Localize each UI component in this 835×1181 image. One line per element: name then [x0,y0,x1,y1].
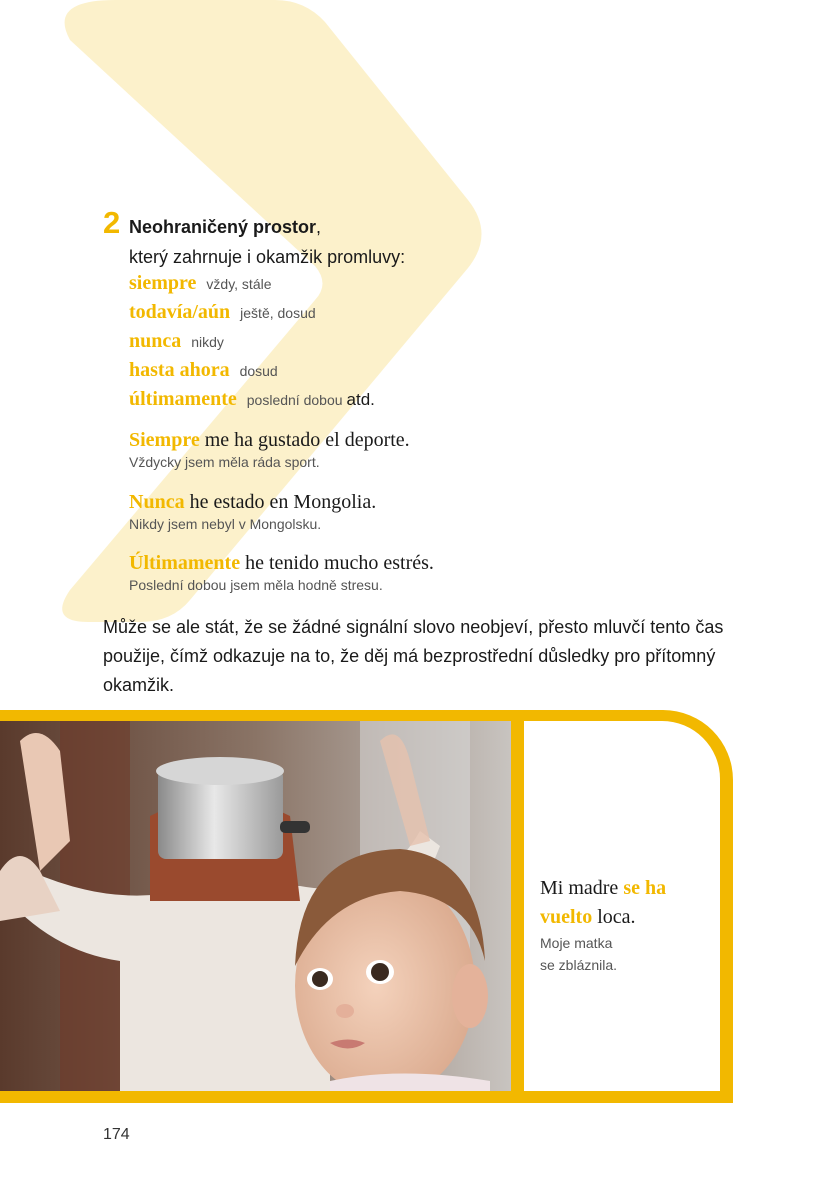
vocab-czech: vždy, stále [206,276,272,292]
section-number: 2 [103,205,121,240]
vocab-czech: nikdy [191,334,224,350]
example-spanish [129,428,410,452]
section-title-comma: , [316,217,322,237]
vocab-item [129,301,375,330]
caption-es-highlight: se ha vuelto [540,877,667,928]
caption-czech-line1: Moje matka [540,935,613,951]
vocab-czech: dosud [239,363,278,379]
example-keyword: Siempre [129,429,200,451]
example-rest: he estado en Mongolia. [184,491,377,513]
caption-es-end: loca. [592,906,636,928]
example-sentence [129,551,434,595]
caption-czech-line2: se zbláznila. [540,957,618,973]
vocab-spanish: siempre [129,272,197,294]
vocab-spanish: hasta ahora [129,359,230,381]
example-spanish [129,490,376,514]
caption-es-start: Mi madre [540,877,624,899]
example-translation: Vždycky jsem měla ráda sport. [129,454,320,470]
page-number: 174 [103,1126,130,1143]
photo-caption [540,874,710,976]
example-translation: Nikdy jsem nebyl v Mongolsku. [129,516,322,532]
example-keyword: Últimamente [129,552,241,574]
section-title [129,216,321,238]
vocab-item [129,359,375,388]
example-translation: Poslední dobou jsem měla hodně stresu. [129,577,383,593]
section-title-text: Neohraničený prostor [129,217,317,237]
vocab-spanish: últimamente [129,388,237,410]
vocab-czech: ještě, dosud [240,305,316,321]
vocab-item [129,272,375,301]
vocab-item [129,388,375,417]
vocab-spanish: todavía/aún [129,301,231,323]
vocab-etc: atd. [346,390,375,409]
caption-spanish [540,874,710,932]
vocabulary-list [129,272,375,417]
example-sentence [129,490,376,534]
photo-baby-and-mother [0,721,511,1091]
photo-illustration [0,721,511,1091]
body-paragraph: Může se ale stát, že se žádné signální slovo neobjeví, přesto mluvčí tento čas použije, čímž odkazuje na to, že děj má bezprostřední důsledky pro přítomný okamžik. [103,617,724,695]
vocab-czech: poslední dobou [246,392,343,408]
vocab-item [129,330,375,359]
vocab-spanish: nunca [129,330,182,352]
example-keyword: Nunca [129,491,185,513]
example-rest: me ha gustado el deporte. [199,429,410,451]
example-sentence [129,428,410,472]
example-spanish [129,551,434,575]
example-rest: he tenido mucho estrés. [240,552,434,574]
section-subtitle: který zahrnuje i okamžik promluvy: [129,247,406,267]
